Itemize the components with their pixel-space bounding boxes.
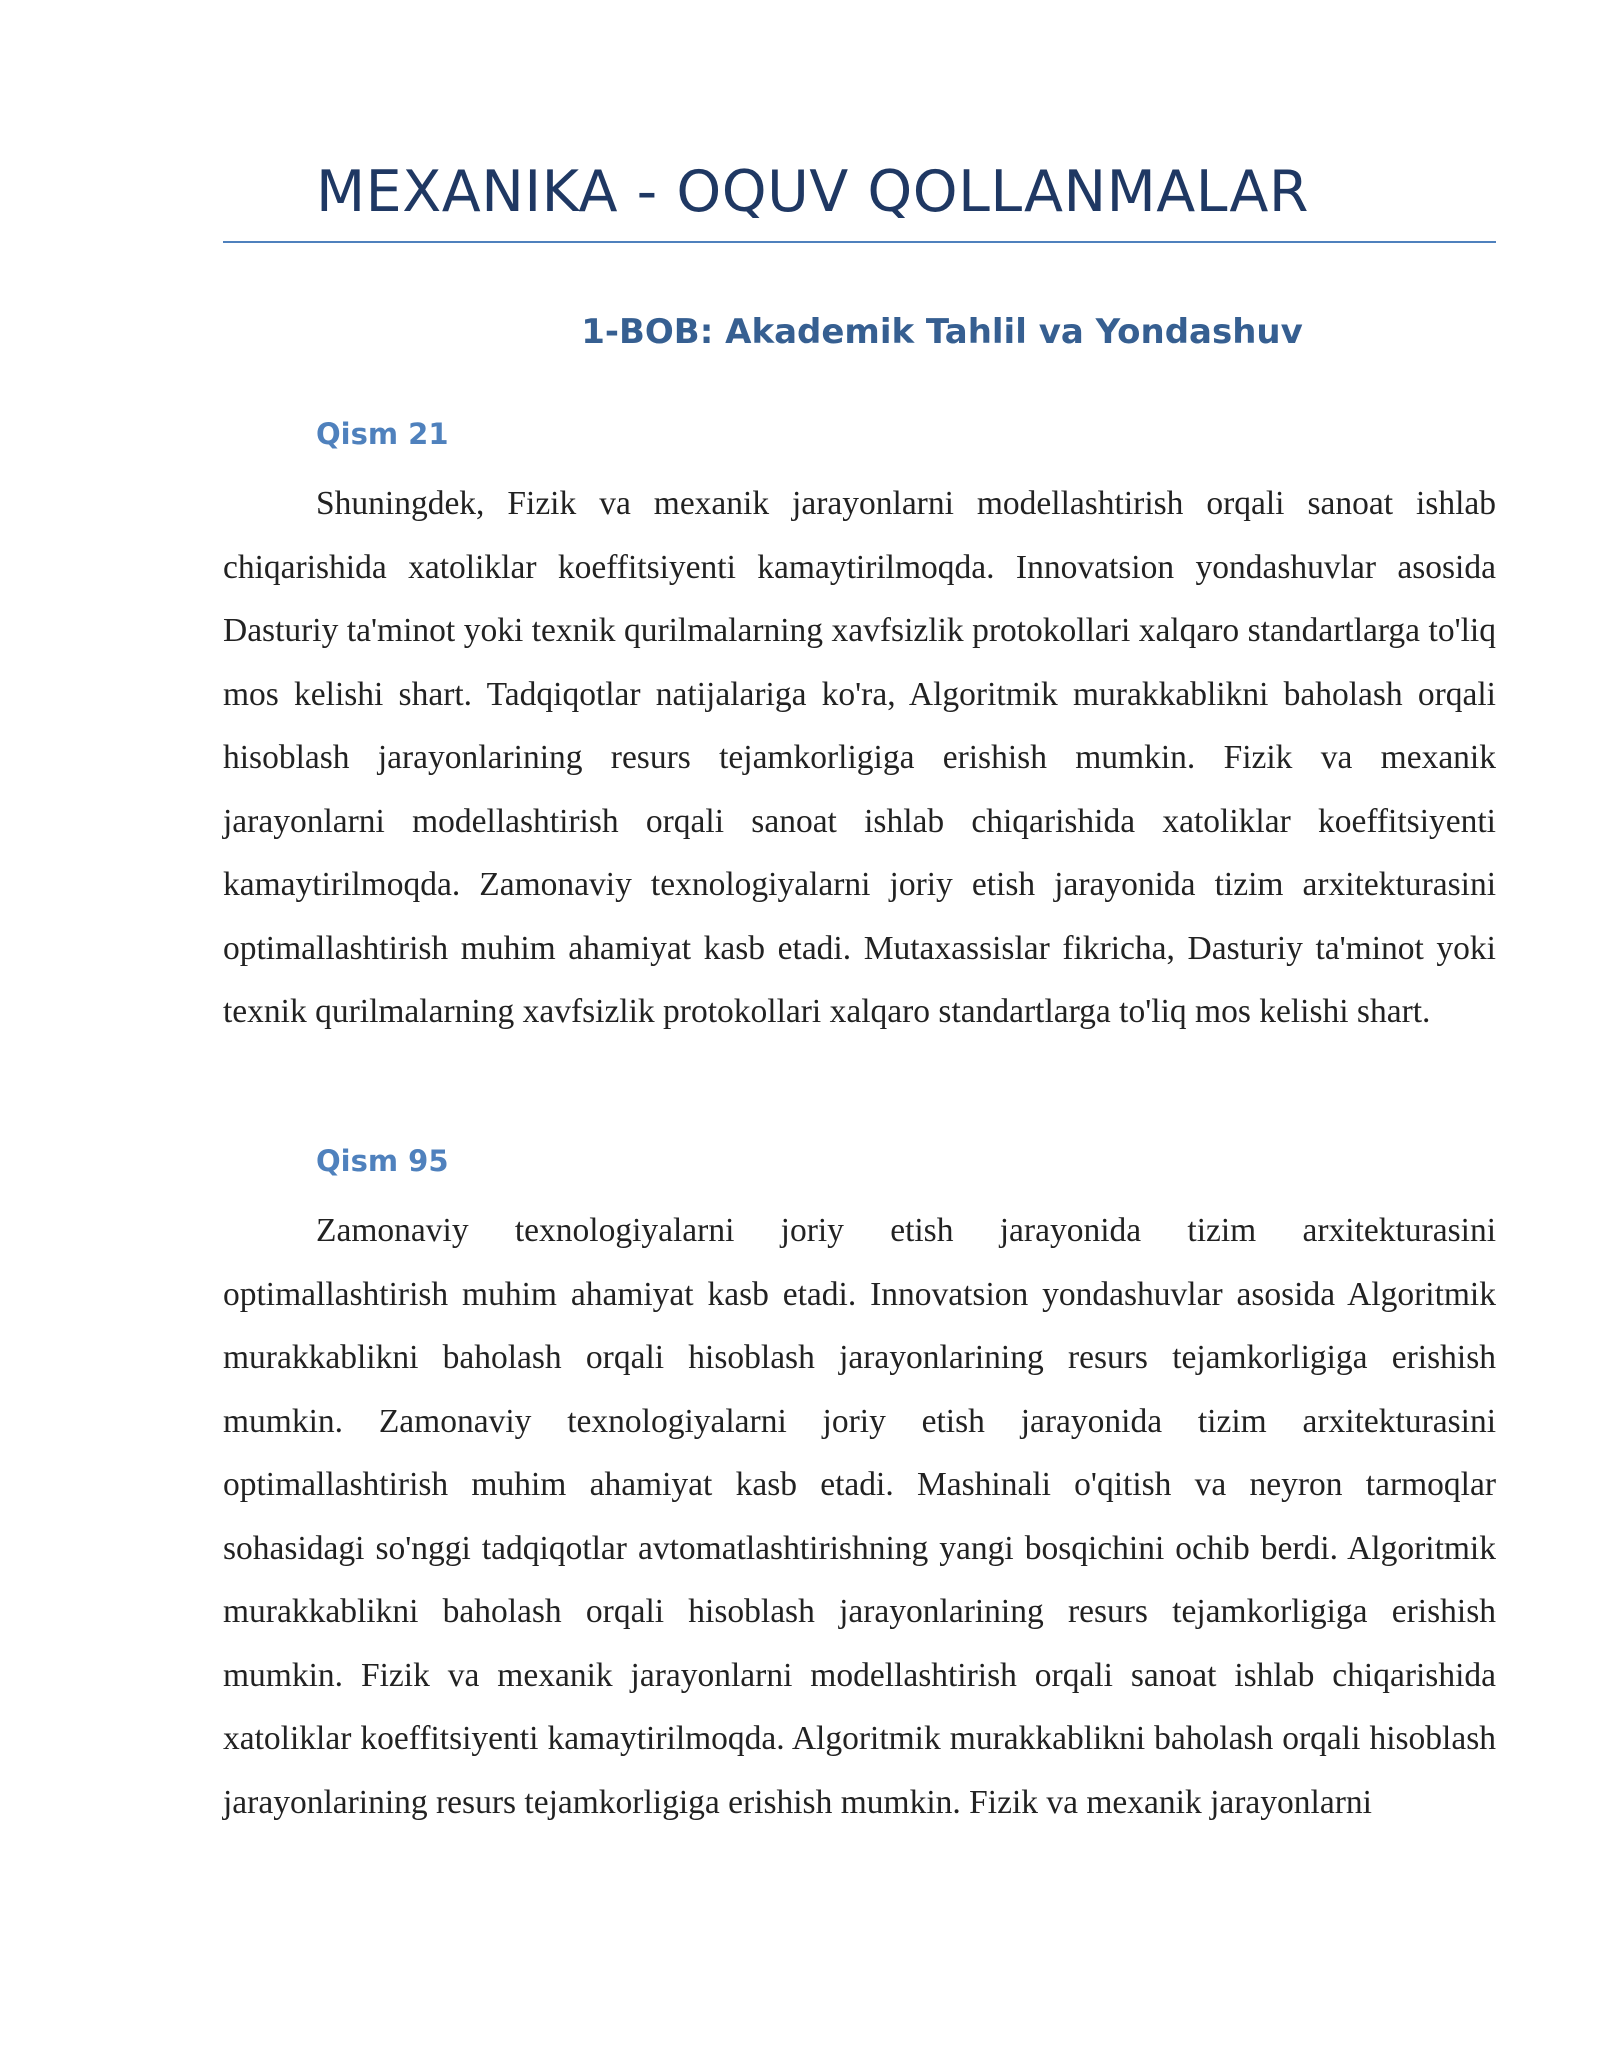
- section-body-paragraph: Shuningdek, Fizik va mexanik jarayonlarni modellashtirish orqali sanoat ishlab chiqarishida xatoliklar koeffitsiyenti kamaytirilmoqda. Innovatsion yondashuvlar asosida Dasturiy ta'minot yoki texnik qurilmalarning xavfsizlik protokollari xalqaro standartlarga to'liq mos kelishi shart. Tadqiqotlar natijalariga ko'ra, Algoritmik murakkablikni baholash orqali hisoblash jarayonlarining resurs tejamkorligiga erishish mumkin. Fizik va mexanik jarayonlarni modellashtirish orqali sanoat ishlab chiqarishida xatoliklar koeffitsiyenti kamaytirilmoqda. Zamonaviy texnologiyalarni joriy etish jarayonida tizim arxitekturasini optimallashtirish muhim ahamiyat kasb etadi. Mutaxassislar fikricha, Dasturiy ta'minot yoki texnik qurilmalarning xavfsizlik protokollari xalqaro standartlarga to'liq mos kelishi shart.: [223, 485, 1496, 1030]
- section-heading: Qism 95: [316, 1144, 449, 1178]
- title-underline-divider: [223, 241, 1496, 243]
- section-body-paragraph: Zamonaviy texnologiyalarni joriy etish jarayonida tizim arxitekturasini optimallashtirish muhim ahamiyat kasb etadi. Innovatsion yondashuvlar asosida Algoritmik murakkablikni baholash orqali hisoblash jarayonlarining resurs tejamkorligiga erishish mumkin. Zamonaviy texnologiyalarni joriy etish jarayonida tizim arxitekturasini optimallashtirish muhim ahamiyat kasb etadi. Mashinali o'qitish va neyron tarmoqlar sohasidagi so'nggi tadqiqotlar avtomatlashtirishning yangi bosqichini ochib berdi. Algoritmik murakkablikni baholash orqali hisoblash jarayonlarining resurs tejamkorligiga erishish mumkin. Fizik va mexanik jarayonlarni modellashtirish orqali sanoat ishlab chiqarishida xatoliklar koeffitsiyenti kamaytirilmoqda. Algoritmik murakkablikni baholash orqali hisoblash jarayonlarining resurs tejamkorligiga erishish mumkin. Fizik va mexanik jarayonlarni: [223, 1212, 1496, 1821]
- chapter-title: 1-BOB: Akademik Tahlil va Yondashuv: [581, 312, 1303, 352]
- section-heading: Qism 21: [316, 417, 449, 451]
- document-title: MEXANIKA - OQUV QOLLANMALAR: [316, 159, 1309, 225]
